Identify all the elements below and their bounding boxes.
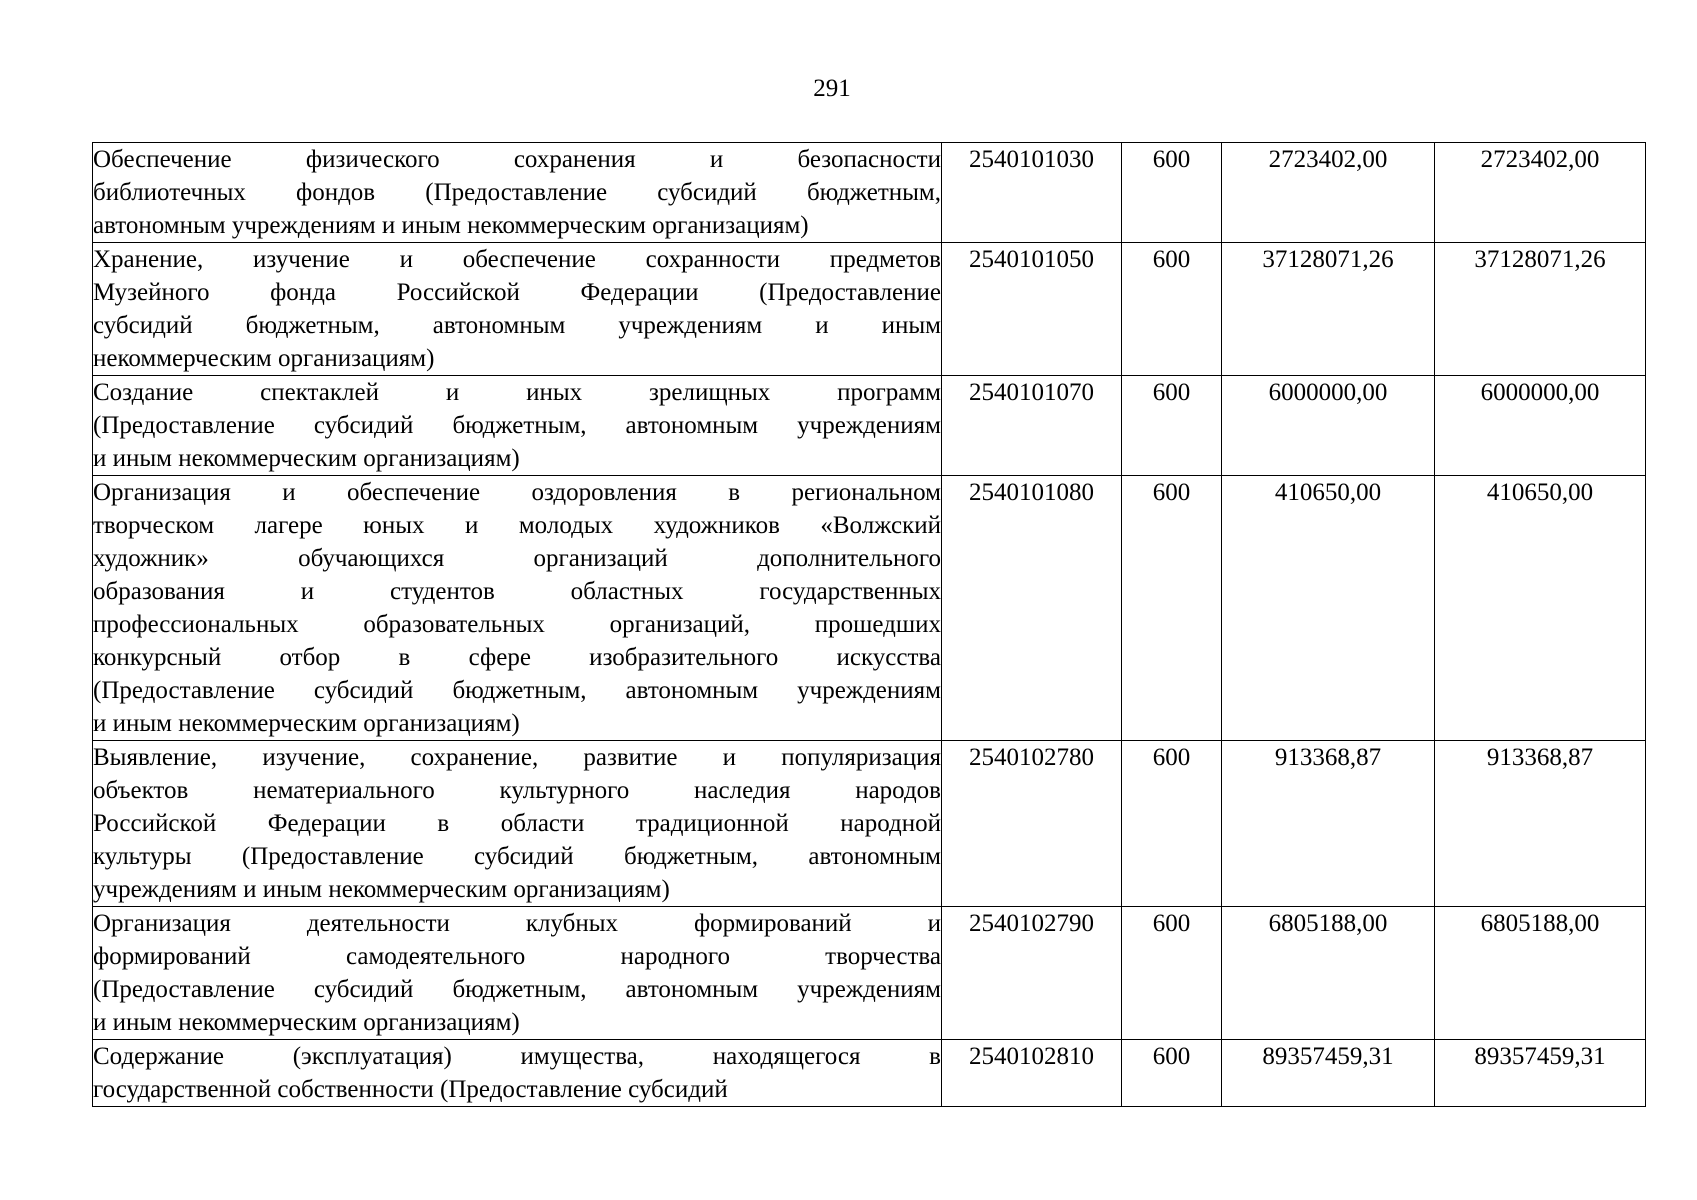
row-expense-type: 600 bbox=[1122, 376, 1222, 476]
row-amount-1: 6000000,00 bbox=[1222, 376, 1435, 476]
description-line: профессиональных образовательных организаций, прошедших bbox=[93, 611, 941, 638]
description-line: (Предоставление субсидий бюджетным, автономным учреждениям bbox=[93, 976, 941, 1003]
table-row bbox=[93, 741, 1646, 907]
description-line: Организация деятельности клубных формирований и bbox=[93, 910, 941, 937]
description-line: формирований самодеятельного народного творчества bbox=[93, 943, 941, 970]
table-row bbox=[93, 376, 1646, 476]
description-line: культуры (Предоставление субсидий бюджетным, автономным bbox=[93, 843, 941, 870]
description-line: Музейного фонда Российской Федерации (Предоставление bbox=[93, 279, 941, 306]
row-amount-2: 2723402,00 bbox=[1435, 143, 1646, 243]
row-amount-2: 6000000,00 bbox=[1435, 376, 1646, 476]
row-code: 2540102780 bbox=[942, 741, 1122, 907]
table-row bbox=[93, 243, 1646, 376]
budget-table bbox=[92, 142, 1646, 1107]
row-expense-type: 600 bbox=[1122, 243, 1222, 376]
row-amount-1: 89357459,31 bbox=[1222, 1040, 1435, 1107]
row-description bbox=[93, 907, 942, 1040]
description-line: государственной собственности (Предоставление субсидий bbox=[93, 1076, 728, 1103]
row-expense-type: 600 bbox=[1122, 143, 1222, 243]
description-line: объектов нематериального культурного наследия народов bbox=[93, 777, 941, 804]
description-line: творческом лагере юных и молодых художников «Волжский bbox=[93, 512, 941, 539]
row-code: 2540101080 bbox=[942, 476, 1122, 741]
row-code: 2540101030 bbox=[942, 143, 1122, 243]
row-amount-1: 913368,87 bbox=[1222, 741, 1435, 907]
table-row bbox=[93, 907, 1646, 1040]
description-line: автономным учреждениям и иным некоммерческим организациям) bbox=[93, 212, 809, 239]
row-amount-2: 89357459,31 bbox=[1435, 1040, 1646, 1107]
row-code: 2540101050 bbox=[942, 243, 1122, 376]
row-amount-1: 37128071,26 bbox=[1222, 243, 1435, 376]
row-expense-type: 600 bbox=[1122, 741, 1222, 907]
description-line: Создание спектаклей и иных зрелищных программ bbox=[93, 379, 941, 406]
row-amount-1: 2723402,00 bbox=[1222, 143, 1435, 243]
row-amount-2: 913368,87 bbox=[1435, 741, 1646, 907]
description-line: библиотечных фондов (Предоставление субсидий бюджетным, bbox=[93, 179, 941, 206]
page-number: 291 bbox=[813, 75, 851, 102]
description-line: (Предоставление субсидий бюджетным, автономным учреждениям bbox=[93, 412, 941, 439]
row-amount-1: 410650,00 bbox=[1222, 476, 1435, 741]
row-amount-2: 410650,00 bbox=[1435, 476, 1646, 741]
row-expense-type: 600 bbox=[1122, 907, 1222, 1040]
row-amount-2: 6805188,00 bbox=[1435, 907, 1646, 1040]
description-line: Российской Федерации в области традиционной народной bbox=[93, 810, 941, 837]
description-line: (Предоставление субсидий бюджетным, автономным учреждениям bbox=[93, 677, 941, 704]
row-code: 2540102790 bbox=[942, 907, 1122, 1040]
description-line: Обеспечение физического сохранения и безопасности bbox=[93, 146, 941, 173]
table-row bbox=[93, 476, 1646, 741]
description-line: и иным некоммерческим организациям) bbox=[93, 1009, 520, 1036]
row-amount-2: 37128071,26 bbox=[1435, 243, 1646, 376]
table-row bbox=[93, 1040, 1646, 1107]
description-line: некоммерческим организациям) bbox=[93, 345, 435, 372]
row-code: 2540102810 bbox=[942, 1040, 1122, 1107]
description-line: Хранение, изучение и обеспечение сохранности предметов bbox=[93, 246, 941, 273]
row-description bbox=[93, 243, 942, 376]
description-line: учреждениям и иным некоммерческим организациям) bbox=[93, 876, 670, 903]
description-line: Содержание (эксплуатация) имущества, находящегося в bbox=[93, 1043, 941, 1070]
row-expense-type: 600 bbox=[1122, 476, 1222, 741]
row-expense-type: 600 bbox=[1122, 1040, 1222, 1107]
row-code: 2540101070 bbox=[942, 376, 1122, 476]
description-line: художник» обучающихся организаций дополнительного bbox=[93, 545, 941, 572]
budget-table-body bbox=[93, 143, 1646, 1107]
description-line: образования и студентов областных государственных bbox=[93, 578, 941, 605]
row-amount-1: 6805188,00 bbox=[1222, 907, 1435, 1040]
description-line: конкурсный отбор в сфере изобразительного искусства bbox=[93, 644, 941, 671]
description-line: Выявление, изучение, сохранение, развитие и популяризация bbox=[93, 744, 941, 771]
description-line: Организация и обеспечение оздоровления в региональном bbox=[93, 479, 941, 506]
row-description bbox=[93, 1040, 942, 1107]
row-description bbox=[93, 143, 942, 243]
description-line: и иным некоммерческим организациям) bbox=[93, 710, 520, 737]
table-row bbox=[93, 143, 1646, 243]
row-description bbox=[93, 476, 942, 741]
row-description bbox=[93, 376, 942, 476]
description-line: субсидий бюджетным, автономным учреждениям и иным bbox=[93, 312, 941, 339]
description-line: и иным некоммерческим организациям) bbox=[93, 445, 520, 472]
row-description bbox=[93, 741, 942, 907]
